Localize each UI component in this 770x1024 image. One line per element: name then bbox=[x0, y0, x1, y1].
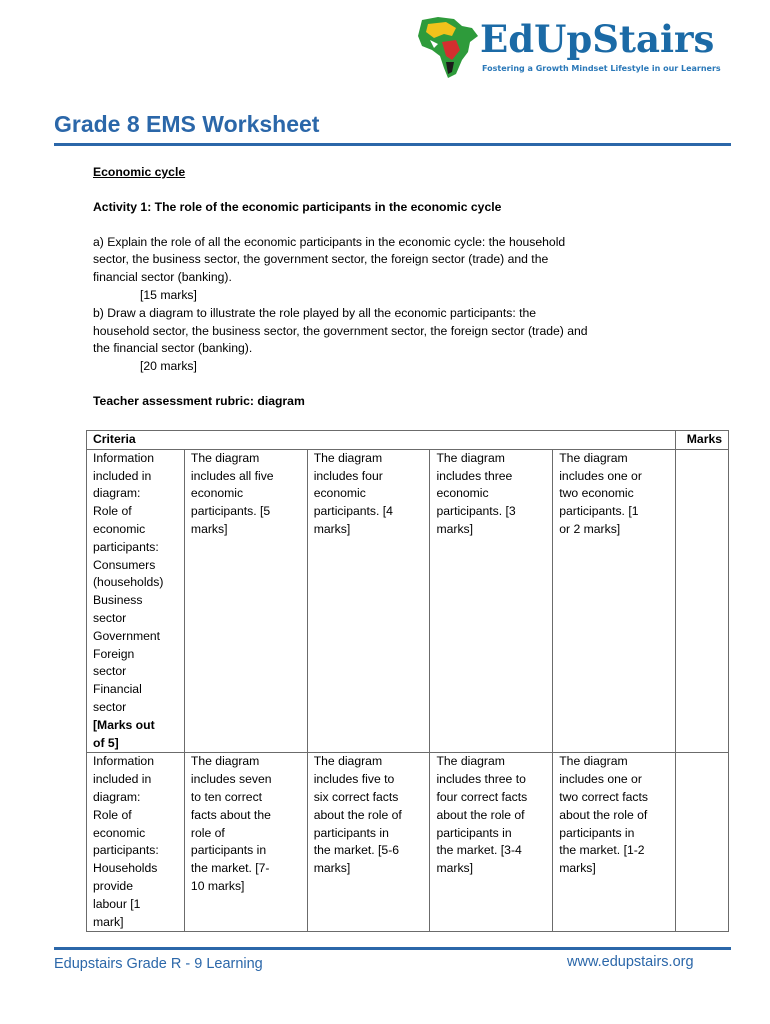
criteria-line: diagram: bbox=[93, 789, 141, 804]
criteria-line: sector bbox=[93, 664, 127, 679]
level-line: the market. [5-6 bbox=[313, 843, 400, 858]
level-line: two correct facts bbox=[559, 789, 648, 804]
criteria-line: (households) bbox=[93, 575, 164, 590]
criteria-line: included in bbox=[93, 772, 152, 787]
criteria-line: diagram: bbox=[93, 486, 141, 501]
criteria-line: sector bbox=[93, 610, 127, 625]
marks-header: Marks bbox=[675, 431, 728, 450]
criteria-line: Role of bbox=[93, 504, 132, 519]
level-line: participants. [4 bbox=[313, 504, 393, 519]
level-line: two economic bbox=[559, 486, 634, 501]
question-b-line: b) Draw a diagram to illustrate the role played by all the economic participants: the bbox=[93, 305, 537, 320]
marks-cell bbox=[675, 449, 728, 753]
level-line: includes three bbox=[436, 468, 513, 483]
level-line: participants in bbox=[190, 843, 267, 858]
level-line: facts about the bbox=[190, 807, 271, 822]
level-line: marks] bbox=[313, 861, 351, 876]
level-line: includes one or bbox=[559, 468, 642, 483]
criteria-line: Households bbox=[93, 861, 158, 876]
level-line: marks] bbox=[559, 861, 596, 876]
level-line: The diagram bbox=[190, 450, 260, 465]
criteria-line: Foreign bbox=[93, 646, 135, 661]
level-line: to ten correct bbox=[190, 789, 263, 804]
level-line: economic bbox=[313, 486, 366, 501]
level-line: includes five to bbox=[313, 772, 395, 787]
level-line: includes all five bbox=[190, 468, 274, 483]
criteria-line: Role of bbox=[93, 807, 132, 822]
criteria-line: economic bbox=[93, 521, 146, 536]
question-a bbox=[93, 234, 703, 305]
criteria-line: labour [1 bbox=[93, 896, 141, 911]
level-line: marks] bbox=[436, 861, 474, 876]
criteria-line: Business bbox=[93, 593, 143, 608]
table-row bbox=[87, 753, 729, 932]
level-line: the market. [3-4 bbox=[436, 843, 522, 858]
title-divider bbox=[54, 143, 731, 146]
criteria-line: Information bbox=[93, 754, 154, 769]
question-b-line: household sector, the business sector, the government sector, the foreign sector (trade) and bbox=[93, 323, 588, 338]
level-line: or 2 marks] bbox=[559, 521, 621, 536]
level-line: The diagram bbox=[436, 754, 505, 769]
level-line: participants. [3 bbox=[436, 504, 516, 519]
rubric-table bbox=[86, 430, 729, 932]
level-line: The diagram bbox=[313, 754, 383, 769]
level-line: The diagram bbox=[559, 754, 628, 769]
footer-left-text: Edupstairs Grade R - 9 Learning bbox=[54, 956, 263, 972]
criteria-line: Financial bbox=[93, 682, 142, 697]
page-title: Grade 8 EMS Worksheet bbox=[54, 111, 320, 137]
level-cell bbox=[184, 449, 307, 753]
level-line: includes one or bbox=[559, 772, 642, 787]
level-line: The diagram bbox=[559, 450, 628, 465]
criteria-marks-note: of 5] bbox=[93, 735, 119, 750]
level-line: the market. [7- bbox=[190, 861, 270, 876]
level-cell bbox=[553, 449, 676, 753]
question-a-line: a) Explain the role of all the economic participants in the economic cycle: the household bbox=[93, 234, 566, 249]
activity-heading: Activity 1: The role of the economic participants in the economic cycle bbox=[93, 199, 502, 214]
criteria-line: included in bbox=[93, 468, 152, 483]
criteria-header: Criteria bbox=[87, 431, 676, 450]
level-line: participants in bbox=[436, 825, 512, 840]
level-line: includes four bbox=[313, 468, 383, 483]
level-line: marks] bbox=[190, 521, 228, 536]
question-a-line: sector, the business sector, the government sector, the foreign sector (trade) and the bbox=[93, 252, 549, 267]
logo-wordmark: EdUpStairs bbox=[480, 17, 715, 61]
question-a-line: financial sector (banking). bbox=[93, 270, 232, 285]
criteria-cell bbox=[87, 449, 185, 753]
criteria-marks-note: [Marks out bbox=[93, 717, 155, 732]
level-cell bbox=[184, 753, 307, 932]
criteria-line: participants: bbox=[93, 843, 159, 858]
section-heading: Economic cycle bbox=[93, 165, 186, 179]
level-line: the market. [1-2 bbox=[559, 843, 645, 858]
level-line: economic bbox=[190, 486, 244, 501]
edupstairs-logo bbox=[416, 16, 736, 80]
criteria-line: economic bbox=[93, 825, 146, 840]
criteria-line: sector bbox=[93, 699, 127, 714]
africa-map-icon bbox=[416, 16, 482, 80]
level-cell bbox=[430, 753, 553, 932]
level-line: marks] bbox=[313, 521, 351, 536]
worksheet-content bbox=[93, 164, 703, 411]
question-a-marks: [15 marks] bbox=[140, 287, 197, 302]
criteria-line: Government bbox=[93, 628, 161, 643]
level-line: 10 marks] bbox=[190, 878, 245, 893]
level-line: participants in bbox=[559, 825, 635, 840]
level-line: about the role of bbox=[313, 807, 402, 822]
table-row bbox=[87, 449, 729, 753]
level-cell bbox=[430, 449, 553, 753]
criteria-line: provide bbox=[93, 878, 133, 893]
rubric-header-row bbox=[87, 431, 729, 450]
level-line: four correct facts bbox=[436, 789, 528, 804]
level-line: about the role of bbox=[436, 807, 525, 822]
criteria-line: mark] bbox=[93, 914, 124, 929]
level-line: The diagram bbox=[313, 450, 383, 465]
logo-tagline: Fostering a Growth Mindset Lifestyle in our Learners bbox=[482, 64, 721, 73]
marks-cell bbox=[675, 753, 728, 932]
level-line: includes three to bbox=[436, 772, 526, 787]
level-cell bbox=[553, 753, 676, 932]
criteria-line: participants: bbox=[93, 539, 159, 554]
criteria-cell bbox=[87, 753, 185, 932]
question-b bbox=[93, 305, 703, 376]
question-b-marks: [20 marks] bbox=[140, 359, 197, 374]
level-line: role of bbox=[190, 825, 225, 840]
footer-website[interactable]: www.edupstairs.org bbox=[567, 954, 694, 970]
rubric-heading: Teacher assessment rubric: diagram bbox=[93, 393, 305, 408]
level-line: marks] bbox=[436, 521, 474, 536]
level-cell bbox=[307, 449, 430, 753]
level-line: participants. [5 bbox=[190, 504, 271, 519]
level-line: about the role of bbox=[559, 807, 648, 822]
level-cell bbox=[307, 753, 430, 932]
level-line: includes seven bbox=[190, 772, 272, 787]
level-line: The diagram bbox=[190, 754, 260, 769]
question-b-line: the financial sector (banking). bbox=[93, 341, 253, 356]
level-line: The diagram bbox=[436, 450, 505, 465]
level-line: six correct facts bbox=[313, 789, 399, 804]
criteria-line: Information bbox=[93, 450, 154, 465]
footer-divider bbox=[54, 947, 731, 950]
level-line: participants in bbox=[313, 825, 389, 840]
criteria-line: Consumers bbox=[93, 557, 156, 572]
level-line: economic bbox=[436, 486, 489, 501]
level-line: participants. [1 bbox=[559, 504, 639, 519]
